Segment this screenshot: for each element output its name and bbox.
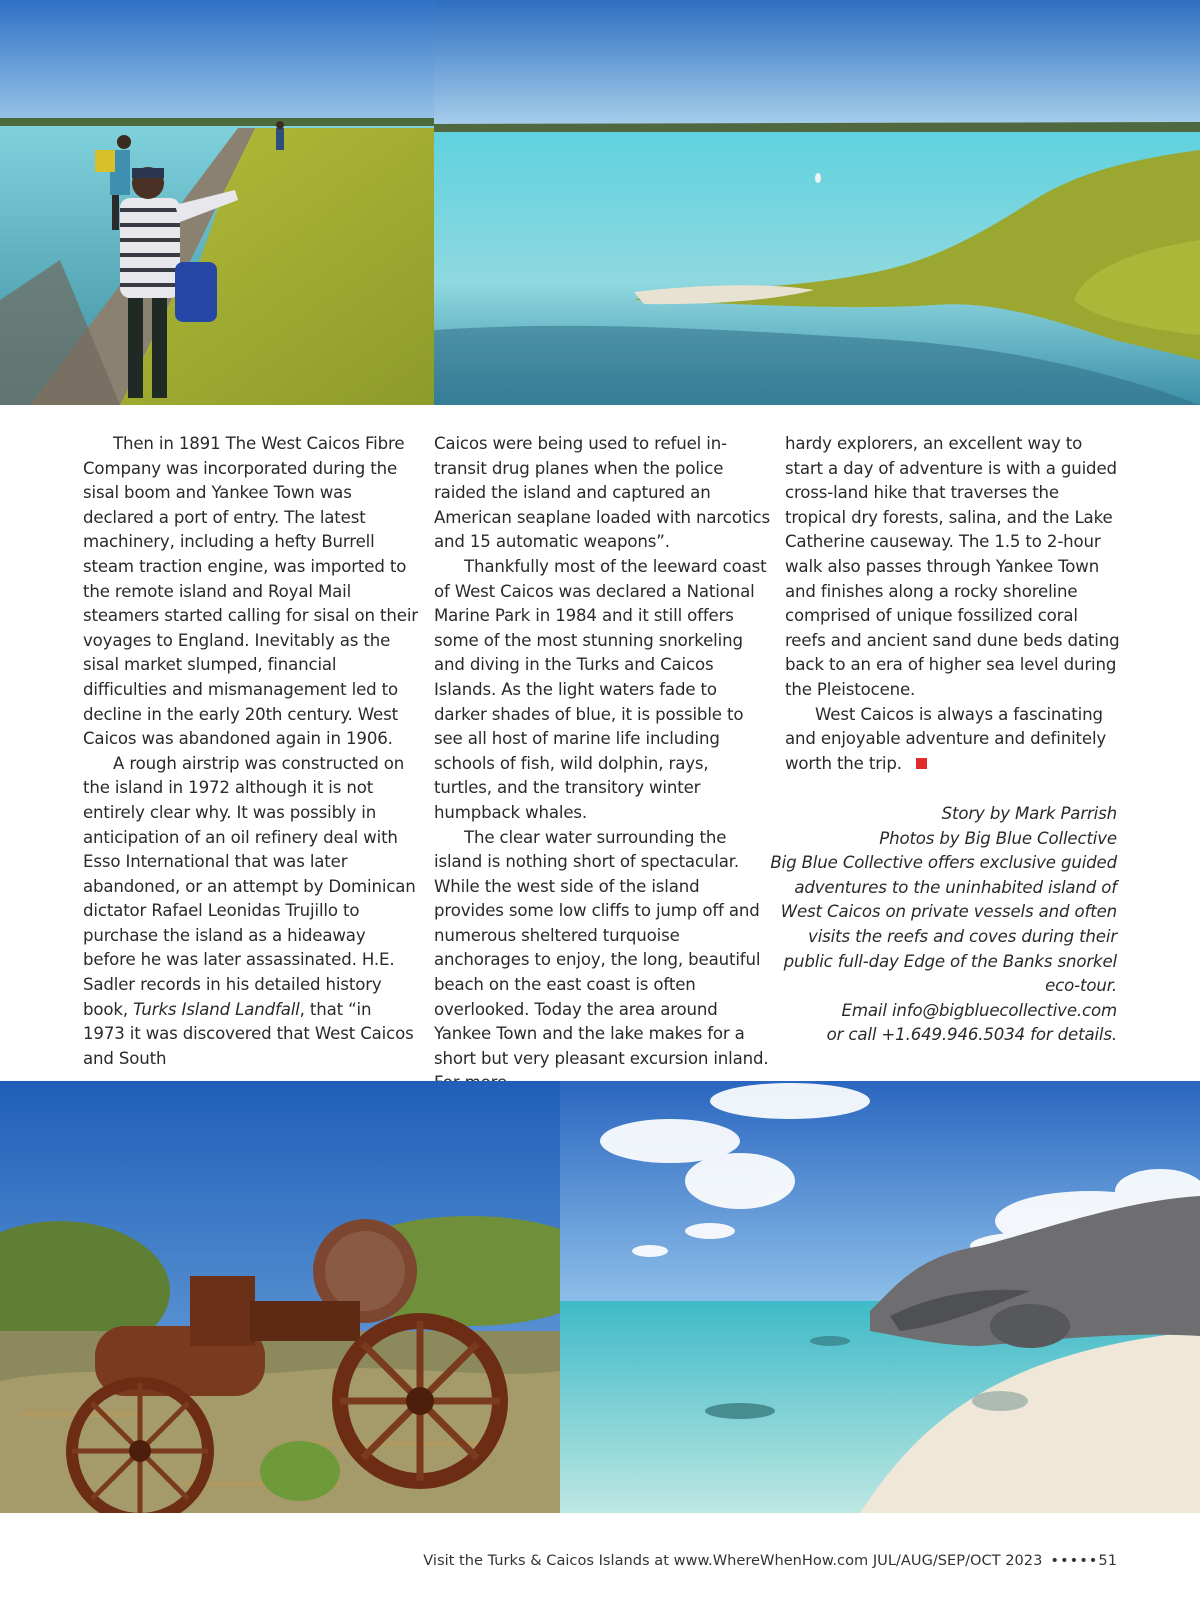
paragraph: Thankfully most of the leeward coast of West Caicos was declared a National Marine Park in 1984 and it still offers some of the most stunning snorkeling and diving in the Turks and Caicos Islands. As the light waters fade to darker shades of blue, it is possible to see all host of marine life including schools of fish, wild dolphin, rays, turtles, and the transitory winter humpback whales. — [434, 556, 767, 822]
paragraph — [785, 703, 1120, 777]
credit-email: Email info@bigbluecollective.com — [841, 1000, 1117, 1020]
photo-hikers-causeway — [0, 0, 434, 405]
paragraph: The clear water surrounding the island is nothing short of spectacular. While the west side of the island provides some low cliffs to jump off and numerous sheltered turquoise anchorages to enjoy, the long, beautiful beach on the east coast is often overlooked. Today the area around Yankee Town and the lake makes for a short but very pleasant excursion inland. — [434, 827, 769, 1068]
photo-rusted-steam-tractor-illustration — [0, 1081, 560, 1513]
paragraph-text: A rough airstrip was constructed on the island in 1972 although it is not entirely clear why. It was possibly in anticipation of an oil refinery deal with Esso International that was later abandoned, or an attempt by Dominican dictator Rafael Leonidas Trujillo to purchase the island as a hideaway before he was later assassinated. H.E. Sadler records in his detailed history book, — [83, 753, 416, 1019]
paragraph-text: West Caicos is always a fascinating and enjoyable adventure and definitely worth the trip. — [785, 704, 1107, 773]
paragraph: Then in 1891 The West Caicos Fibre Company was incorporated during the sisal boom and Yankee Town was declared a port of entry. The latest machinery, including a hefty Burrell steam traction engine, was imported to the remote island and Royal Mail steamers started calling for sisal on their voyages to England. Inevitably as the sisal market slumped, financial difficulties and mismanagement led to decline in the early 20th century. West Caicos was abandoned again in 1906. — [83, 434, 418, 749]
page-number: 51 — [1098, 1552, 1117, 1569]
article-credits — [770, 802, 1117, 1048]
credit-blurb: Big Blue Collective offers exclusive guided adventures to the uninhabited island of West Caicos on private vessels and often visits the reefs and coves during their public full-day Edge of the Banks snorkel eco-tour. — [770, 853, 1117, 996]
story-credit: Story by Mark Parrish — [941, 804, 1117, 823]
end-of-article-mark-icon — [916, 758, 927, 769]
photo-turquoise-lake — [434, 0, 1200, 405]
photo-beach-rocky-shore — [560, 1081, 1200, 1513]
photo-credit: Photos by Big Blue Collective — [879, 828, 1117, 848]
paragraph: Caicos were being used to refuel in-transit drug planes when the police raided the island and captured an American seaplane loaded with narcotics and 15 automatic weapons”. — [434, 434, 770, 552]
page-footer — [423, 1552, 1117, 1569]
photo-turquoise-lake-illustration — [434, 0, 1200, 405]
paragraph-text: , that “in 1973 it was discovered that West Caicos and South — [83, 999, 414, 1068]
paragraph: hardy explorers, an excellent way to start a day of adventure is with a guided cross-land hike that traverses the tropical dry forests, salina, and the Lake Catherine causeway. The 1.5 to 2-hour walk also passes through Yankee Town and finishes along a rocky shoreline comprised of unique fossilized coral reefs and ancient sand dune beds dating back to an era of higher sea level during the Pleistocene. — [785, 434, 1120, 699]
article-column-3 — [785, 432, 1120, 776]
footer-dots: ••••• — [1050, 1552, 1099, 1569]
footer-text: Visit the Turks & Caicos Islands at www.WhereWhenHow.com JUL/AUG/SEP/OCT 2023 — [423, 1552, 1043, 1569]
paragraph — [83, 752, 418, 1072]
article-column-2 — [434, 432, 770, 1096]
credit-phone: or call +1.649.946.5034 for details. — [826, 1025, 1117, 1045]
article-column-1 — [83, 432, 418, 1071]
photo-rusted-steam-tractor — [0, 1081, 560, 1513]
book-title: Turks Island Landfall — [133, 999, 300, 1019]
photo-beach-rocky-shore-illustration — [560, 1081, 1200, 1513]
photo-hikers-causeway-illustration — [0, 0, 434, 405]
